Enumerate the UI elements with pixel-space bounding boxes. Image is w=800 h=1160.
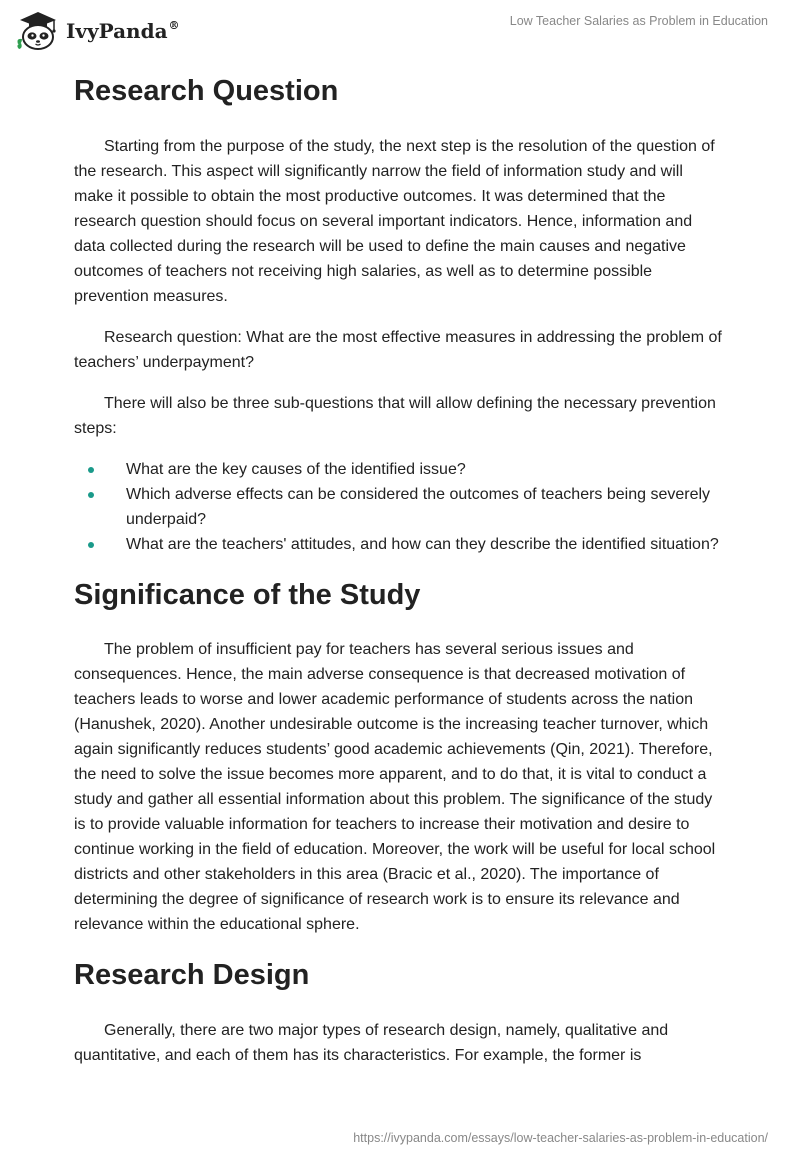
article-body — [74, 70, 726, 1068]
bullet-icon — [88, 467, 94, 473]
list-item: What are the key causes of the identified issue? — [74, 457, 726, 482]
bullet-icon — [88, 492, 94, 498]
section-heading-research-question: Research Question — [74, 75, 339, 107]
ivypanda-logo[interactable] — [14, 8, 180, 50]
list-item: Which adverse effects can be considered the outcomes of teachers being severely underpaid? — [74, 482, 726, 532]
page-header — [0, 0, 800, 60]
paragraph: There will also be three sub-questions that will allow defining the necessary prevention steps: — [74, 395, 716, 437]
paragraph: The problem of insufficient pay for teachers has several serious issues and consequences. Hence, the main adverse consequence is that decreased motivation of teachers leads to worse and lower academic performance of students across the nation (Hanushek, 2020). Another undesirable outcome is the increasing teacher turnover, which again significantly reduces students’ good academic achievements (Qin, 2021). Therefore, the need to solve the issue becomes more apparent, and to do that, it is vital to conduct a study and gather all essential information about this problem. The significance of the study is to provide valuable information for teachers to increase their motivation and desire to continue working in the field of education. Moreover, the work will be useful for local school districts and other stakeholders in this area (Bracic et al., 2020). The importance of determining the degree of significance of research work is to ensure its relevance and relevance within the educational sphere. — [74, 641, 716, 933]
section-heading-significance: Significance of the Study — [74, 579, 421, 611]
brand-name: IvyPanda® — [66, 19, 180, 43]
section-heading-research-design: Research Design — [74, 959, 310, 991]
paragraph: Research question: What are the most effective measures in addressing the problem of teachers’ underpayment? — [74, 329, 722, 371]
registered-mark: ® — [168, 19, 180, 32]
sub-questions-list — [74, 457, 726, 557]
source-url[interactable]: https://ivypanda.com/essays/low-teacher-salaries-as-problem-in-education/ — [353, 1131, 768, 1145]
list-item: What are the teachers' attitudes, and how can they describe the identified situation? — [74, 532, 726, 557]
bullet-icon — [88, 542, 94, 548]
document-title: Low Teacher Salaries as Problem in Education — [509, 14, 768, 28]
paragraph: Generally, there are two major types of research design, namely, qualitative and quantitative, and each of them has its characteristics. For example, the former is — [74, 1022, 669, 1064]
paragraph: Starting from the purpose of the study, the next step is the resolution of the question of the research. This aspect will significantly narrow the field of information study and will make it possible to obtain the most productive outcomes. It was determined that the research question should focus on several important indicators. Hence, information and data collected during the research will be used to define the main causes and negative outcomes of teachers not receiving high salaries, as well as to determine possible prevention measures. — [74, 138, 715, 305]
panda-graduate-icon — [14, 8, 62, 50]
